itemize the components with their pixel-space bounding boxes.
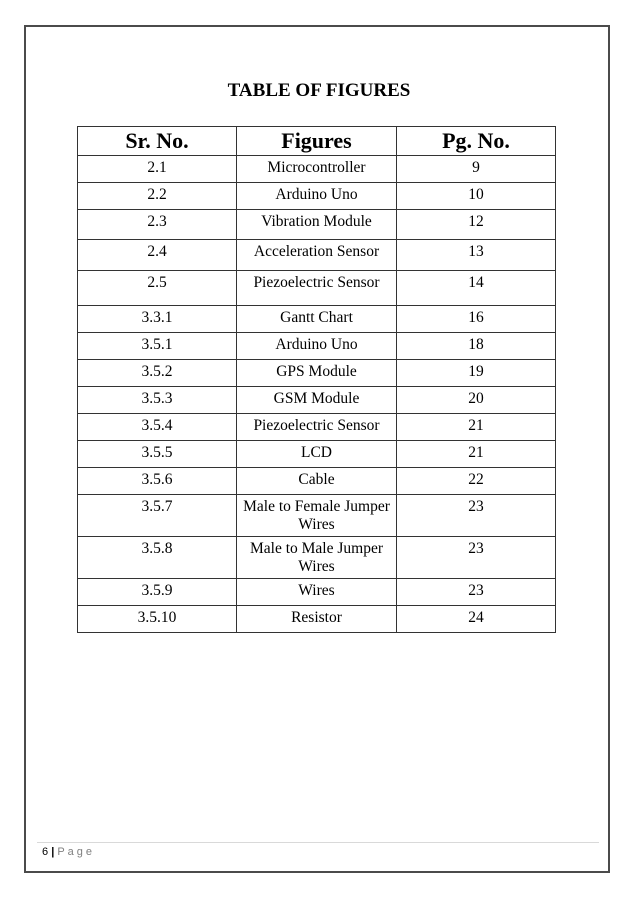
cell-sr: 3.5.3	[78, 387, 237, 414]
table-row	[78, 606, 556, 633]
cell-page: 20	[397, 387, 556, 414]
table-row	[78, 414, 556, 441]
cell-sr: 2.1	[78, 156, 237, 183]
table-row	[78, 495, 556, 537]
table-row	[78, 210, 556, 240]
footer-divider	[37, 842, 599, 843]
cell-figure: Arduino Uno	[237, 333, 397, 360]
cell-page: 23	[397, 579, 556, 606]
cell-figure: Acceleration Sensor	[237, 240, 397, 271]
cell-sr: 2.4	[78, 240, 237, 271]
cell-sr: 3.5.4	[78, 414, 237, 441]
page-word: Page	[57, 846, 96, 858]
cell-sr: 2.2	[78, 183, 237, 210]
cell-sr: 3.5.6	[78, 468, 237, 495]
cell-page: 21	[397, 414, 556, 441]
footer-separator: |	[51, 846, 55, 858]
table-row	[78, 468, 556, 495]
figures-table	[77, 126, 556, 633]
cell-figure: Piezoelectric Sensor	[237, 414, 397, 441]
cell-figure: Vibration Module	[237, 210, 397, 240]
cell-figure: Resistor	[237, 606, 397, 633]
page-footer	[42, 846, 95, 858]
table-row	[78, 360, 556, 387]
cell-sr: 3.5.9	[78, 579, 237, 606]
cell-page: 23	[397, 495, 556, 537]
cell-page: 14	[397, 271, 556, 306]
cell-page: 18	[397, 333, 556, 360]
cell-page: 19	[397, 360, 556, 387]
table-row	[78, 387, 556, 414]
cell-sr: 3.5.2	[78, 360, 237, 387]
cell-page: 10	[397, 183, 556, 210]
cell-sr: 3.5.7	[78, 495, 237, 537]
cell-page: 21	[397, 441, 556, 468]
cell-figure: Wires	[237, 579, 397, 606]
header-pg-no: Pg. No.	[397, 127, 556, 156]
cell-page: 16	[397, 306, 556, 333]
cell-sr: 3.5.5	[78, 441, 237, 468]
cell-figure: Male to Female Jumper Wires	[237, 495, 397, 537]
table-row	[78, 156, 556, 183]
document-title: TABLE OF FIGURES	[227, 80, 411, 101]
table-row	[78, 333, 556, 360]
cell-sr: 2.3	[78, 210, 237, 240]
table-header-row	[78, 127, 556, 156]
table-row	[78, 537, 556, 579]
header-sr-no: Sr. No.	[78, 127, 237, 156]
cell-page: 23	[397, 537, 556, 579]
cell-sr: 3.5.8	[78, 537, 237, 579]
cell-page: 12	[397, 210, 556, 240]
cell-page: 13	[397, 240, 556, 271]
table-row	[78, 271, 556, 306]
cell-sr: 3.5.1	[78, 333, 237, 360]
cell-figure: GSM Module	[237, 387, 397, 414]
cell-page: 22	[397, 468, 556, 495]
table-row	[78, 441, 556, 468]
table-row	[78, 240, 556, 271]
cell-figure: Gantt Chart	[237, 306, 397, 333]
header-figures: Figures	[237, 127, 397, 156]
page-number: 6	[42, 846, 49, 858]
cell-page: 9	[397, 156, 556, 183]
table-row	[78, 183, 556, 210]
cell-figure: Cable	[237, 468, 397, 495]
cell-figure: Microcontroller	[237, 156, 397, 183]
cell-figure: Piezoelectric Sensor	[237, 271, 397, 306]
cell-sr: 2.5	[78, 271, 237, 306]
table-row	[78, 579, 556, 606]
cell-figure: LCD	[237, 441, 397, 468]
cell-sr: 3.5.10	[78, 606, 237, 633]
cell-sr: 3.3.1	[78, 306, 237, 333]
table-row	[78, 306, 556, 333]
cell-figure: Male to Male Jumper Wires	[237, 537, 397, 579]
cell-page: 24	[397, 606, 556, 633]
cell-figure: Arduino Uno	[237, 183, 397, 210]
cell-figure: GPS Module	[237, 360, 397, 387]
